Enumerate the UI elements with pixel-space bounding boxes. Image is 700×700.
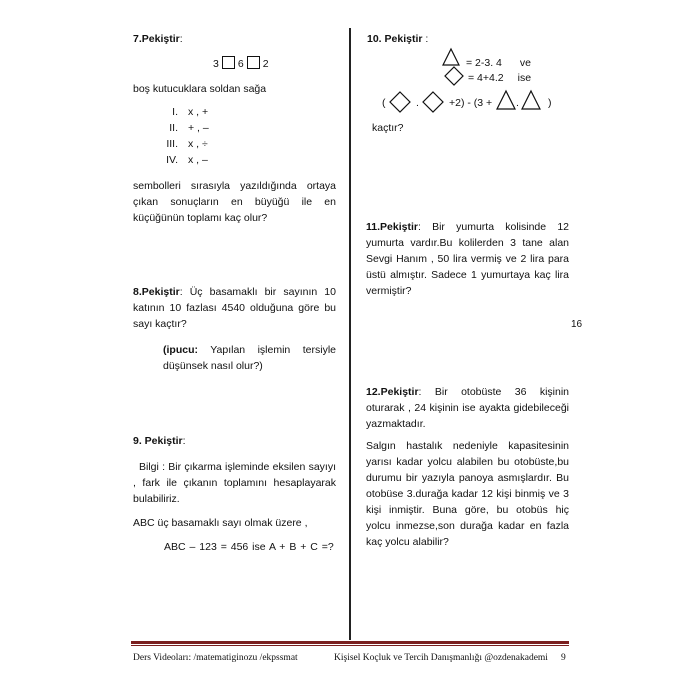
q12-p2-line: otobüse 3.durağa kadar 12 kişi binmiş ve 3 <box>366 488 569 500</box>
q7-body-line: çıkan sonuçların en büyüğü ile en <box>133 196 336 208</box>
column-divider <box>349 28 351 640</box>
q10-heading <box>367 31 428 47</box>
q8-line-1 <box>133 284 336 300</box>
q12-block <box>366 384 569 432</box>
footer-left-text: Ders Videoları: /matematiginozu /ekpssmat <box>133 653 298 663</box>
q11-body-line: Sevgi Hanım , 50 lira vermiş ve 2 lira para <box>366 253 569 265</box>
q9-info-line: Bilgi : Bir çıkarma işleminde eksilen sayıyı <box>139 461 336 473</box>
q7-seq-b: 6 <box>237 58 244 70</box>
q9-heading <box>133 433 186 449</box>
q7-option-num: III. <box>166 138 178 150</box>
q10-dia-ise: ise <box>517 72 532 84</box>
q8-hint-label: (ipucu: <box>163 344 198 356</box>
q8-hint-text: Yapılan işlemin tersiyle <box>198 344 336 356</box>
q12-body-line: : Bir otobüste 36 kişinin <box>418 386 569 398</box>
q12-paragraph-2 <box>366 438 569 550</box>
q10-expr-dot-2: . <box>516 97 519 109</box>
q7-title: 7.Pekiştir <box>133 33 180 45</box>
q8-body-line: sayı kaçtır? <box>133 318 187 330</box>
q8-body-line: : Üç basamaklı bir sayının 10 <box>179 286 336 298</box>
q8-hint-text: düşünsek nasıl olur?) <box>163 360 263 372</box>
q10-colon: : <box>425 33 429 45</box>
q7-option-num: II. <box>169 122 178 134</box>
footer-page-number: 9 <box>561 653 566 663</box>
q9-title: 9. Pekiştir <box>133 435 183 447</box>
diamond-icon <box>444 66 464 86</box>
blank-box-2 <box>247 56 260 69</box>
q9-equation: ABC – 123 = 456 ise A + B + C =? <box>164 541 334 553</box>
q12-p2-line: kişi inmiştir. Buna göre, bu otobüs hiç <box>366 504 569 516</box>
q10-dia-def: = 4+4.2 <box>468 72 504 84</box>
q7-option <box>150 104 208 120</box>
q9-colon: : <box>182 435 186 447</box>
q12-p2-line: yolcu inmezse,son durağa kadar en fazla <box>366 520 569 532</box>
q11-body-line: yumurta vardır.Bu kolilerden 3 tane alan <box>366 237 569 249</box>
q7-seq-c: 2 <box>262 58 269 70</box>
q10-tri-def: = 2-3. 4 <box>466 57 502 69</box>
q10-expr-dot-1: . <box>416 97 419 109</box>
q12-p2-line: yarısı kadar yolcu alabilen bu otobüste,bu <box>366 456 569 468</box>
q7-colon: : <box>179 33 183 45</box>
q11-body-line: üstü almıştır. Sadece 1 yumurtaya kaç lira <box>366 269 569 281</box>
q7-seq-a: 3 <box>213 58 219 70</box>
triangle-icon <box>521 90 541 110</box>
q12-line-1 <box>366 384 569 400</box>
q7-option-text: x , – <box>188 154 208 166</box>
q12-p2-line: Salgın hastalık nedeniyle kapasitesinin <box>366 440 569 452</box>
q7-sequence <box>213 56 269 72</box>
q12-body-line: yazmaktadır. <box>366 418 426 430</box>
q7-body-line: sembolleri sırasıyla yazıldığında ortaya <box>133 180 336 192</box>
q8-block <box>133 284 336 332</box>
q12-p2-line: kaç yolcu alabilir? <box>366 536 449 548</box>
q10-triangle-definition <box>466 55 531 71</box>
footer-right-text: Kişisel Koçluk ve Tercih Danışmanlığı @ozdenakademi <box>334 653 548 663</box>
q11-body-line: : Bir yumurta kolisinde 12 <box>417 221 569 233</box>
q10-title: 10. Pekiştir <box>367 33 423 45</box>
q7-option-text: + , – <box>188 122 209 134</box>
q9-info-line: , fark ile çıkanın toplamını hesaplayarak <box>133 477 336 489</box>
q12-p2-line: durumu bir yazıyla panoya asmışlardır. Bu <box>366 472 569 484</box>
q11-line-1 <box>366 219 569 235</box>
q10-expr-close: ) <box>548 97 552 109</box>
q9-info <box>133 459 336 507</box>
q8-title: 8.Pekiştir <box>133 286 180 298</box>
q9-info-line: bulabiliriz. <box>133 493 180 505</box>
q12-body-line: oturarak , 24 kişinin ise ayakta gidebileceği <box>366 402 569 414</box>
q7-option <box>150 136 208 152</box>
q11-block <box>366 219 569 299</box>
q7-option-text: x , + <box>188 106 209 118</box>
q8-body-line: katının 10 fazlası 4540 olduğuna göre bu <box>133 302 336 314</box>
diamond-icon <box>389 91 411 113</box>
diamond-icon <box>422 91 444 113</box>
triangle-icon <box>442 48 460 66</box>
q7-option <box>150 120 209 136</box>
q7-option-num: I. <box>172 106 178 118</box>
q11-title: 11.Pekiştir <box>366 221 418 233</box>
side-page-number: 16 <box>571 319 583 330</box>
q8-hint-line-1 <box>163 342 336 358</box>
q9-given: ABC üç basamaklı sayı olmak üzere , <box>133 517 308 529</box>
footer-rule-thin <box>131 645 569 646</box>
q8-hint <box>163 342 336 374</box>
q7-option <box>150 152 208 168</box>
blank-box-1 <box>222 56 235 69</box>
triangle-icon <box>496 90 516 110</box>
q11-body-line: vermiştir? <box>366 285 412 297</box>
q10-question: kaçtır? <box>372 122 404 134</box>
q7-body <box>133 178 336 226</box>
q7-instruction: boş kutucuklara soldan sağa <box>133 83 267 95</box>
q7-body-line: küçüğünün toplamı kaç olur? <box>133 212 268 224</box>
q10-tri-ve: ve <box>519 57 531 69</box>
footer-rule <box>131 641 569 644</box>
q10-expr-mid: +2) - (3 + <box>449 97 493 109</box>
q7-option-text: x , ÷ <box>188 138 208 150</box>
q7-option-num: IV. <box>166 154 178 166</box>
q12-title: 12.Pekiştir <box>366 386 419 398</box>
q10-diamond-definition <box>468 70 531 86</box>
q10-expr-open: ( <box>382 97 386 109</box>
q7-heading <box>133 31 183 47</box>
